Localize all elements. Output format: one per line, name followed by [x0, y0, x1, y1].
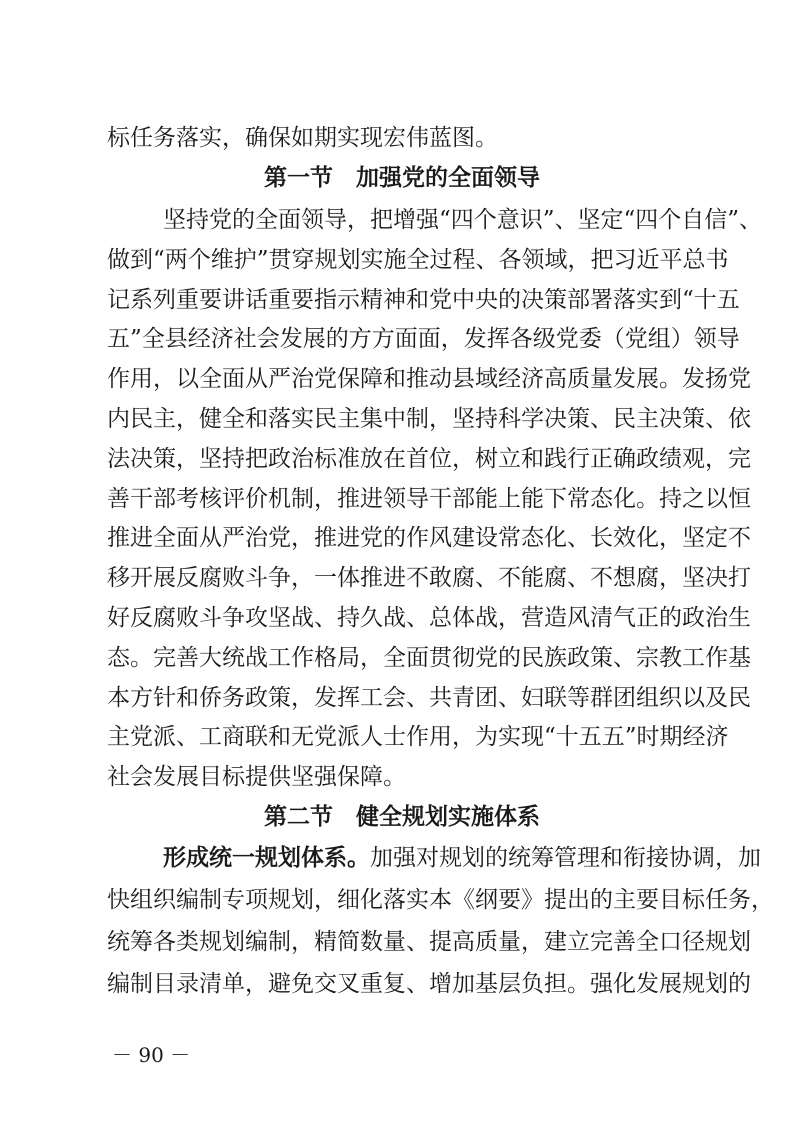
body-text-line: 记系列重要讲话重要指示精神和党中央的决策部署落实到“十五 — [107, 286, 740, 313]
body-text-line: 内民主，健全和落实民主集中制，坚持科学决策、民主决策、依 — [107, 406, 751, 432]
body-text-line: 五”全县经济社会发展的方方面面，发挥各级党委（党组）领导 — [107, 326, 740, 353]
body-text-line: 态。完善大统战工作格局，全面贯彻党的民族政策、宗教工作基 — [107, 644, 751, 671]
body-text-line: 标任务落实，确保如期实现宏伟蓝图。 — [107, 125, 498, 151]
body-text-line: 移开展反腐败斗争，一体推进不敢腐、不能腐、不想腐，坚决打 — [107, 565, 751, 592]
section-heading: 第二节 健全规划实施体系 — [264, 804, 540, 830]
body-text-line: 作用，以全面从严治党保障和推动县域经济高质量发展。发扬党 — [107, 366, 751, 393]
lead-text: 加强对规划的统筹管理和衔接协调，加 — [370, 845, 761, 871]
body-text-line: 编制目录清单，避免交叉重复、增加基层负担。强化发展规划的 — [107, 971, 751, 997]
body-text-line: 善干部考核评价机制，推进领导干部能上能下常态化。持之以恒 — [107, 485, 751, 512]
body-text-line: 好反腐败斗争攻坚战、持久战、总体战，营造风清气正的政治生 — [107, 605, 751, 631]
body-text-line: 做到“两个维护”贯穿规划实施全过程、各领域，把习近平总书 — [107, 246, 729, 273]
lead-bold-text: 形成统一规划体系。 — [163, 844, 370, 871]
body-text-line: 社会发展目标提供坚强保障。 — [107, 764, 406, 791]
body-text-line: 推进全面从严治党，推进党的作风建设常态化、长效化，坚定不 — [107, 525, 751, 552]
body-text-line: 坚持党的全面领导，把增强“四个意识”、坚定“四个自信”、 — [163, 207, 763, 233]
body-text-line: 本方针和侨务政策，发挥工会、共青团、妇联等群团组织以及民 — [107, 684, 751, 711]
body-text-line: 快组织编制专项规划，细化落实本《纲要》提出的主要目标任务， — [107, 887, 774, 913]
body-text-line — [163, 844, 761, 872]
body-text-line: 统筹各类规划编制，精简数量、提高质量，建立完善全口径规划 — [107, 929, 751, 955]
body-text-line: 主党派、工商联和无党派人士作用，为实现“十五五”时期经济 — [107, 724, 729, 751]
page-number: － 90 － — [112, 1043, 191, 1067]
body-text-line: 法决策，坚持把政治标准放在首位，树立和践行正确政绩观，完 — [107, 445, 751, 472]
section-heading: 第一节 加强党的全面领导 — [264, 165, 540, 191]
